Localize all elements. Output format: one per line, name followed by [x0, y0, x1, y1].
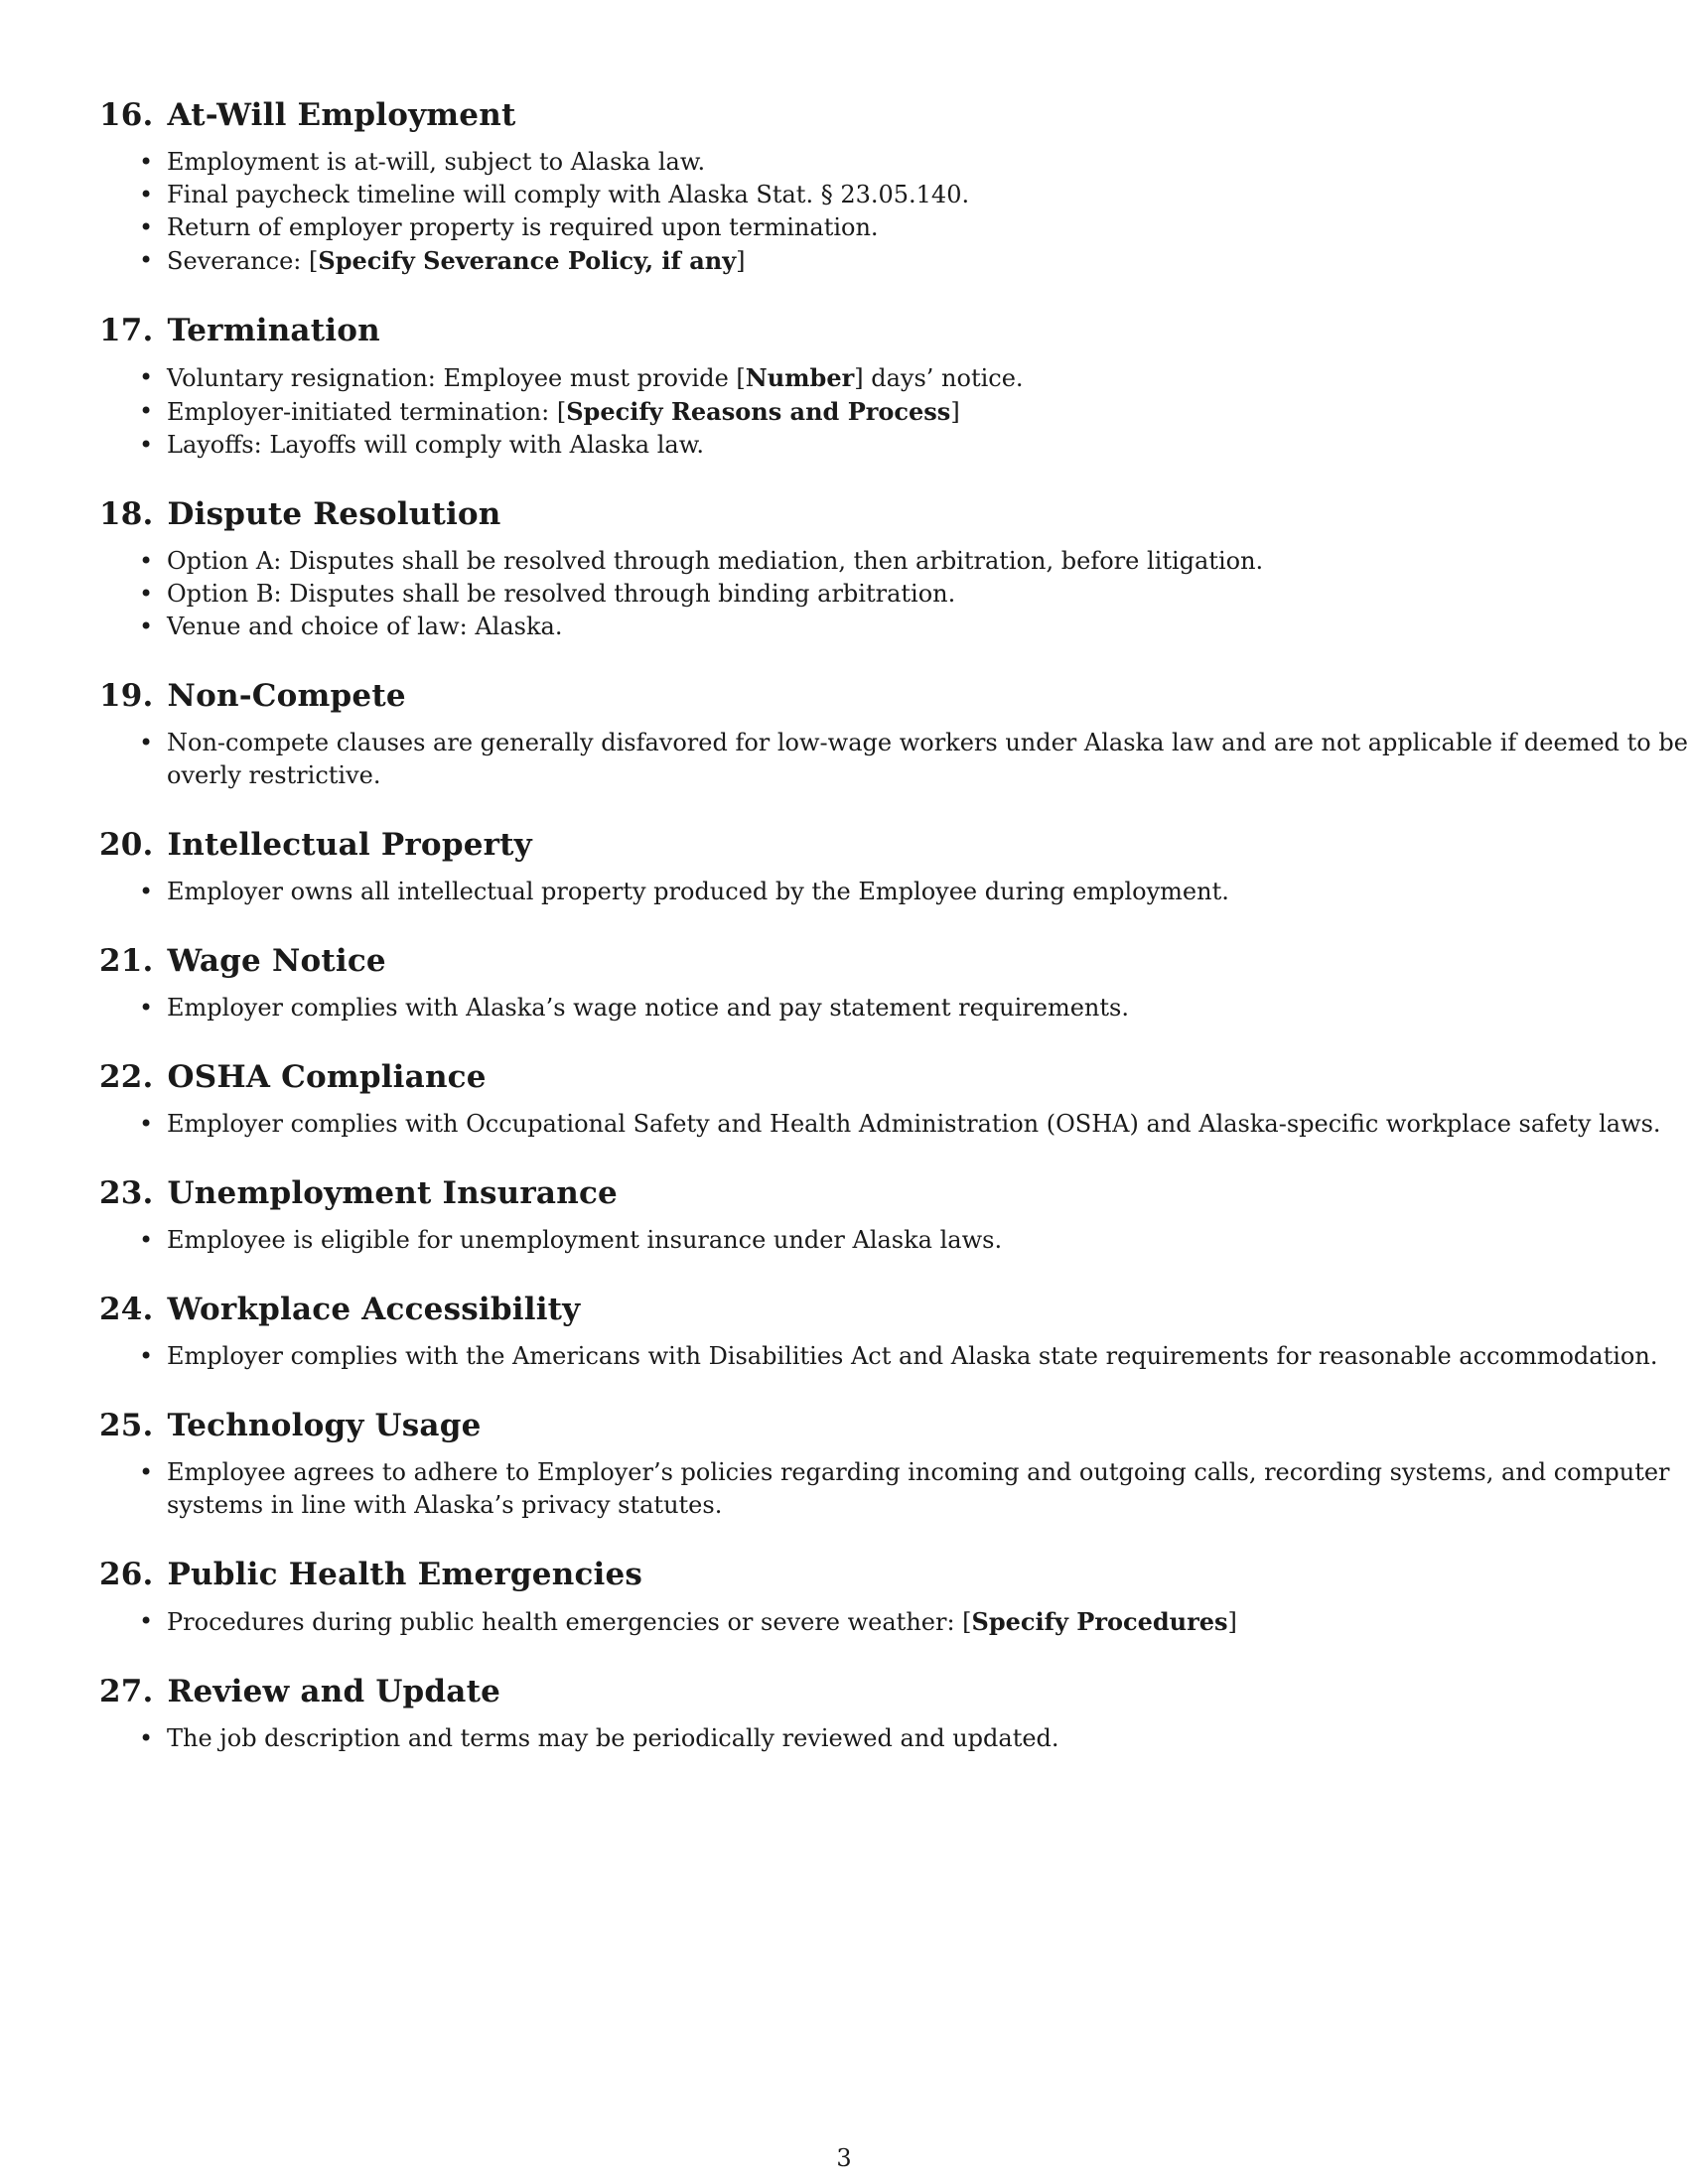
- section-title: Review and Update: [167, 1674, 501, 1709]
- list-item: [99, 545, 1688, 578]
- section-number: 18.: [99, 496, 154, 532]
- item-text: Employee is eligible for unemployment insurance under Alaska laws.: [167, 1226, 1003, 1254]
- document-page: [99, 94, 1688, 1787]
- section-19: [99, 675, 1688, 792]
- section-title: Non-Compete: [167, 678, 406, 714]
- section-title: Termination: [167, 313, 380, 348]
- bullet-list: [99, 545, 1589, 643]
- item-text: Employment is at-will, subject to Alaska law.: [167, 148, 706, 176]
- bullet-list: [99, 876, 1589, 908]
- list-item: [99, 992, 1688, 1024]
- list-item: [99, 429, 1688, 462]
- bullet-icon: •: [139, 613, 154, 640]
- item-text: Employer owns all intellectual property produced by the Employee during employment.: [167, 878, 1229, 905]
- section-number: 26.: [99, 1557, 154, 1592]
- section-heading: [99, 1289, 1589, 1330]
- list-item: [99, 1108, 1688, 1141]
- item-text: Option A: Disputes shall be resolved through mediation, then arbitration, before litigation.: [167, 547, 1264, 575]
- item-text-suffix: ] days’ notice.: [854, 364, 1024, 392]
- section-23: [99, 1172, 1589, 1257]
- section-heading: [99, 493, 1589, 535]
- bullet-icon: •: [139, 547, 154, 575]
- section-number: 21.: [99, 943, 154, 979]
- section-number: 17.: [99, 313, 154, 348]
- bullet-icon: •: [139, 1724, 154, 1752]
- bullet-icon: •: [139, 878, 154, 905]
- list-item: [99, 1722, 1688, 1755]
- placeholder-text: Number: [745, 363, 855, 392]
- page-number: 3: [836, 2144, 852, 2172]
- bullet-icon: •: [139, 363, 154, 391]
- list-item: [99, 1224, 1688, 1257]
- item-text: Voluntary resignation: Employee must provide [: [167, 364, 746, 392]
- section-16: [99, 94, 1589, 278]
- placeholder-text: Specify Reasons and Process: [566, 397, 951, 426]
- section-heading: [99, 824, 1589, 866]
- placeholder-text: Specify Procedures: [971, 1607, 1228, 1636]
- item-text: Return of employer property is required upon termination.: [167, 213, 879, 241]
- bullet-icon: •: [139, 148, 154, 176]
- item-text: Employee agrees to adhere to Employer’s policies regarding incoming and outgoing calls, recording systems, and computer systems in line with Alaska’s privacy statutes.: [167, 1458, 1670, 1519]
- bullet-list: [99, 727, 1688, 792]
- section-22: [99, 1056, 1661, 1141]
- list-item: [99, 611, 1688, 643]
- list-item: [99, 727, 1688, 792]
- bullet-icon: •: [139, 1607, 154, 1635]
- list-item: [99, 578, 1688, 611]
- bullet-icon: •: [139, 1226, 154, 1254]
- bullet-icon: •: [139, 994, 154, 1022]
- item-text: Employer complies with Occupational Safety and Health Administration (OSHA) and Alaska-specific workplace safety laws.: [167, 1110, 1661, 1138]
- section-24: [99, 1289, 1658, 1373]
- item-text-suffix: ]: [1227, 1608, 1237, 1636]
- section-heading: [99, 1056, 1589, 1098]
- bullet-icon: •: [139, 397, 154, 425]
- item-text-suffix: ]: [950, 398, 960, 426]
- item-text: Employer-initiated termination: [: [167, 398, 567, 426]
- bullet-icon: •: [139, 181, 154, 208]
- section-number: 20.: [99, 827, 154, 863]
- bullet-icon: •: [139, 1342, 154, 1370]
- section-25: [99, 1405, 1670, 1522]
- section-27: [99, 1671, 1589, 1755]
- section-number: 25.: [99, 1408, 154, 1443]
- section-heading: [99, 1172, 1589, 1214]
- bullet-icon: •: [139, 1110, 154, 1138]
- placeholder-text: Specify Severance Policy, if any: [318, 246, 737, 275]
- section-20: [99, 824, 1589, 908]
- bullet-icon: •: [139, 213, 154, 241]
- section-title: Dispute Resolution: [167, 496, 501, 532]
- bullet-list: [99, 1722, 1589, 1755]
- section-number: 27.: [99, 1674, 154, 1709]
- section-title: Workplace Accessibility: [167, 1292, 581, 1327]
- bullet-list: [99, 1224, 1589, 1257]
- section-21: [99, 940, 1589, 1024]
- section-number: 16.: [99, 97, 154, 133]
- section-number: 19.: [99, 678, 154, 714]
- bullet-icon: •: [139, 729, 154, 756]
- section-title: At-Will Employment: [167, 97, 516, 133]
- list-item: [99, 211, 1688, 244]
- item-text-suffix: ]: [736, 247, 746, 275]
- section-heading: [99, 1671, 1589, 1712]
- section-17: [99, 310, 1589, 462]
- bullet-icon: •: [139, 246, 154, 274]
- bullet-list: [99, 1456, 1670, 1522]
- list-item: [99, 1340, 1688, 1373]
- bullet-icon: •: [139, 431, 154, 459]
- section-title: Unemployment Insurance: [167, 1175, 618, 1211]
- section-number: 22.: [99, 1059, 154, 1095]
- bullet-icon: •: [139, 1458, 154, 1486]
- list-item: [99, 361, 1688, 395]
- section-26: [99, 1554, 1589, 1639]
- item-text: Severance: [: [167, 247, 319, 275]
- list-item: [99, 146, 1688, 179]
- bullet-list: [99, 361, 1589, 462]
- section-title: OSHA Compliance: [167, 1059, 487, 1095]
- section-title: Technology Usage: [167, 1408, 482, 1443]
- bullet-icon: •: [139, 580, 154, 608]
- section-heading: [99, 1405, 1589, 1446]
- section-title: Public Health Emergencies: [167, 1557, 643, 1592]
- section-heading: [99, 940, 1589, 982]
- bullet-list: [99, 1340, 1658, 1373]
- bullet-list: [99, 1605, 1589, 1639]
- list-item: [99, 1605, 1688, 1639]
- list-item: [99, 395, 1688, 429]
- bullet-list: [99, 1108, 1661, 1141]
- section-number: 24.: [99, 1292, 154, 1327]
- list-item: [99, 1456, 1688, 1522]
- item-text: Employer complies with the Americans with Disabilities Act and Alaska state requirements for reasonable accommodation.: [167, 1342, 1658, 1370]
- list-item: [99, 244, 1688, 278]
- section-heading: [99, 675, 1589, 717]
- bullet-list: [99, 992, 1589, 1024]
- item-text: Option B: Disputes shall be resolved through binding arbitration.: [167, 580, 956, 608]
- section-title: Wage Notice: [167, 943, 386, 979]
- item-text: Procedures during public health emergencies or severe weather: [: [167, 1608, 972, 1636]
- item-text: Employer complies with Alaska’s wage notice and pay statement requirements.: [167, 994, 1129, 1022]
- section-number: 23.: [99, 1175, 154, 1211]
- item-text: Venue and choice of law: Alaska.: [167, 613, 563, 640]
- item-text: Non-compete clauses are generally disfavored for low-wage workers under Alaska law and are not applicable if deemed to be overly restrictive.: [167, 729, 1688, 789]
- list-item: [99, 876, 1688, 908]
- section-heading: [99, 94, 1589, 136]
- section-title: Intellectual Property: [167, 827, 532, 863]
- list-item: [99, 179, 1688, 211]
- section-heading: [99, 1554, 1589, 1595]
- item-text: Layoffs: Layoffs will comply with Alaska law.: [167, 431, 705, 459]
- bullet-list: [99, 146, 1589, 278]
- item-text: Final paycheck timeline will comply with Alaska Stat. § 23.05.140.: [167, 181, 970, 208]
- section-18: [99, 493, 1589, 643]
- section-heading: [99, 310, 1589, 351]
- item-text: The job description and terms may be periodically reviewed and updated.: [167, 1724, 1059, 1752]
